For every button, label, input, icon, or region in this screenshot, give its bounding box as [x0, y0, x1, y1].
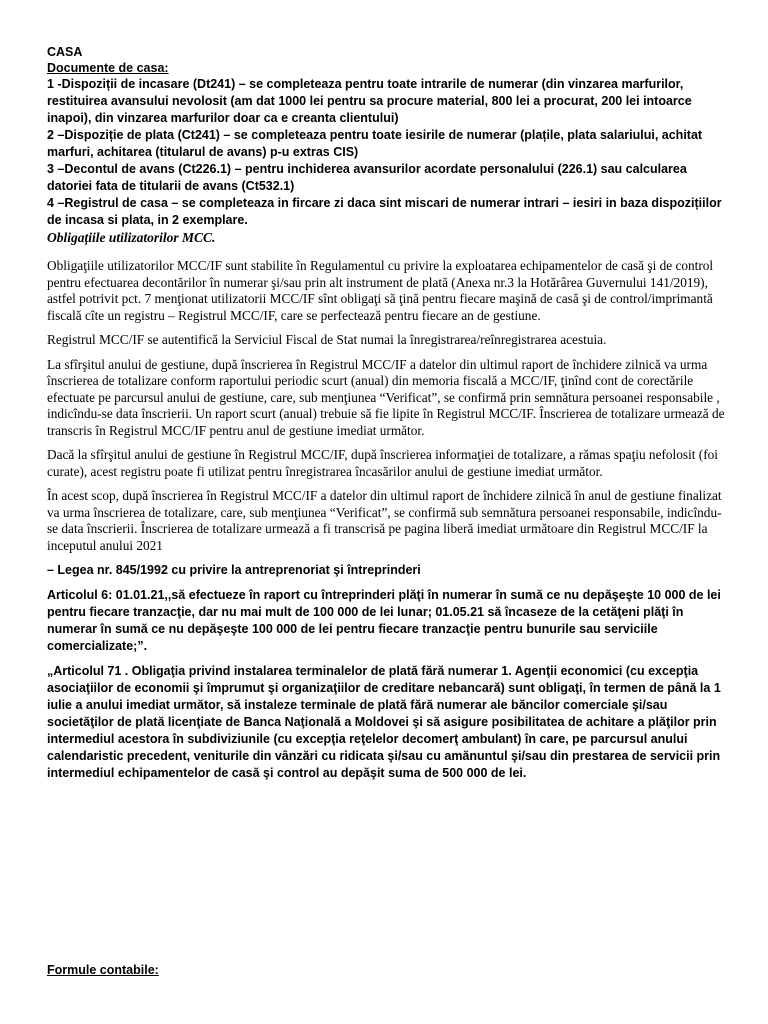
paragraph: Obligaţiile utilizatorilor MCC/IF sunt stabilite în Regulamentul cu privire la exploatarea echipamentelor de casă şi de control pentru efectuarea decontărilor în numerar şi/sau prin alt instrument de plată (Anexa nr.3 la Hotărârea Guvernului 141/2019), astfel potrivit pct. 7 menţionat utilizatorii MCC/IF sînt obligaţi să ţină pentru fiecare maşină de casă şi de control/imprimantă fiscală cîte un registru – Registrul MCC/IF, care se perfectează pentru fiecare an de gestiune. — [47, 258, 714, 323]
list-item: 4 –Registrul de casa – se completeaza in fircare zi daca sint miscari de numerar intrari – iesiri in baza dispozițiilor de incasa si plata, in 2 exemplare. — [47, 196, 722, 227]
document-list — [47, 76, 727, 229]
list-item: 3 –Decontul de avans (Ct226.1) – pentru inchiderea avansurilor acordate personalului (226.1) sau calcularea datoriei fata de titularii de avans (Ct532.1) — [47, 162, 687, 193]
subsection-heading: Documente de casa: — [47, 61, 169, 75]
paragraph: În acest scop, după înscrierea în Registrul MCC/IF a datelor din ultimul raport de închidere zilnică în anul de gestiune finalizat va urma înscrierea de totalizare, care, sub menţiunea “Verificat”, se confirmă sub semnătura persoanei responsabile, indicîndu-se data înscrierii. Înscrierea de totalizare urmează a fi transcrisă pe pagina liberă imediat următoare din Registrul MCC/IF la inceputul anului 2021 — [47, 488, 722, 553]
paragraph: La sfîrşitul anului de gestiune, după înscrierea în Registrul MCC/IF a datelor din ultimul raport de închidere zilnică va urma înscrierea de totalizare conform raportului periodic scurt (anual) din memoria fiscală a MCC/IF, ţinînd cont de corectările efectuate pe parcursul anului de gestiune, care, sub menţiunea “Verificat”, se confirmă prin semnătura persoanei responsabile , indicîndu-se data înscrierii. Un raport scurt (anual) trebuie să fie lipite în Registrul MCC/IF. Înscrierea de totalizare urmează de transcris în Registrul MCC/IF pentru anul de gestiune imediat următor. — [47, 356, 725, 438]
list-item: 2 –Dispoziție de plata (Ct241) – se completeaza pentru toate iesirile de numerar (plațile, plata salariului, achitat marfuri, achitarea (titularul de avans) p-u extras CIS) — [47, 128, 703, 159]
law-article-71: „Articolul 71 . Obligaţia privind instalarea terminalelor de plată fără numerar 1. Agenţii economici (cu excepţia asociaţiilor de economii şi împrumut şi organizaţiilor de creditare nebancară) sunt obligaţi, în termen de până la 1 iulie a anului imediat următor, să instaleze terminale de plată fără numerar ale băncilor comerciale şi/sau societăţilor de plată licenţiate de Banca Naţională a Moldovei şi să asigure posibilitatea de achitare a plăţilor prin intermediul acestora în subdiviziunile (cu excepţia reţelelor decomerţ ambulant) în care, pe parcursul anului calendaristic precedent, veniturile din vânzări cu ridicata şi/sau cu amănuntul şi/sau din prestarea de servicii prin intermediul echipamentelor de casă şi control au depăşit suma de 500 000 de lei. — [47, 664, 721, 780]
list-item: 1 -Dispoziții de incasare (Dt241) – se completeaza pentru toate intrarile de numerar (din vinzarea marfurilor, restituirea avansului nevolosit (am dat 1000 lei pentru sa procure material, 800 lei a procurat, 200 lei intoarce inapoi), din vinzarea marfurilor doar ca e creanta clientului) — [47, 77, 692, 125]
formule-contabile-heading: Formule contabile: — [47, 963, 159, 977]
law-article-6: Articolul 6: 01.01.21,,să efectueze în raport cu întreprinderi plăţi în numerar în sumă ce nu depăşeşte 10 000 de lei pentru fiecare tranzacţie, dar nu mai mult de 100 000 de lei lunar; 01.05.21 să încaseze de la cetăţeni plăţi în numerar în sumă ce nu depăşeşte 100 000 de lei pentru fiecare tranzacţie pentru bunurile sau serviciile comercializate;”. — [47, 588, 721, 653]
paragraph: Dacă la sfîrşitul anului de gestiune în Registrul MCC/IF, după înscrierea informaţiei de totalizare, a rămas spaţiu nefolosit (foi curate), acest registru poate fi utilizat pentru înregistrarea încasărilor anului de gestiune imediat următor. — [47, 447, 718, 479]
document-page — [47, 44, 727, 790]
paragraph: Registrul MCC/IF se autentifică la Serviciul Fiscal de Stat numai la înregistrarea/reînregistrarea acestuia. — [47, 332, 607, 347]
law-title: – Legea nr. 845/1992 cu privire la antreprenoriat şi întreprinderi — [47, 563, 421, 577]
section-heading: CASA — [47, 45, 83, 59]
obligations-heading: Obligațiile utilizatorilor MCC. — [47, 230, 216, 245]
